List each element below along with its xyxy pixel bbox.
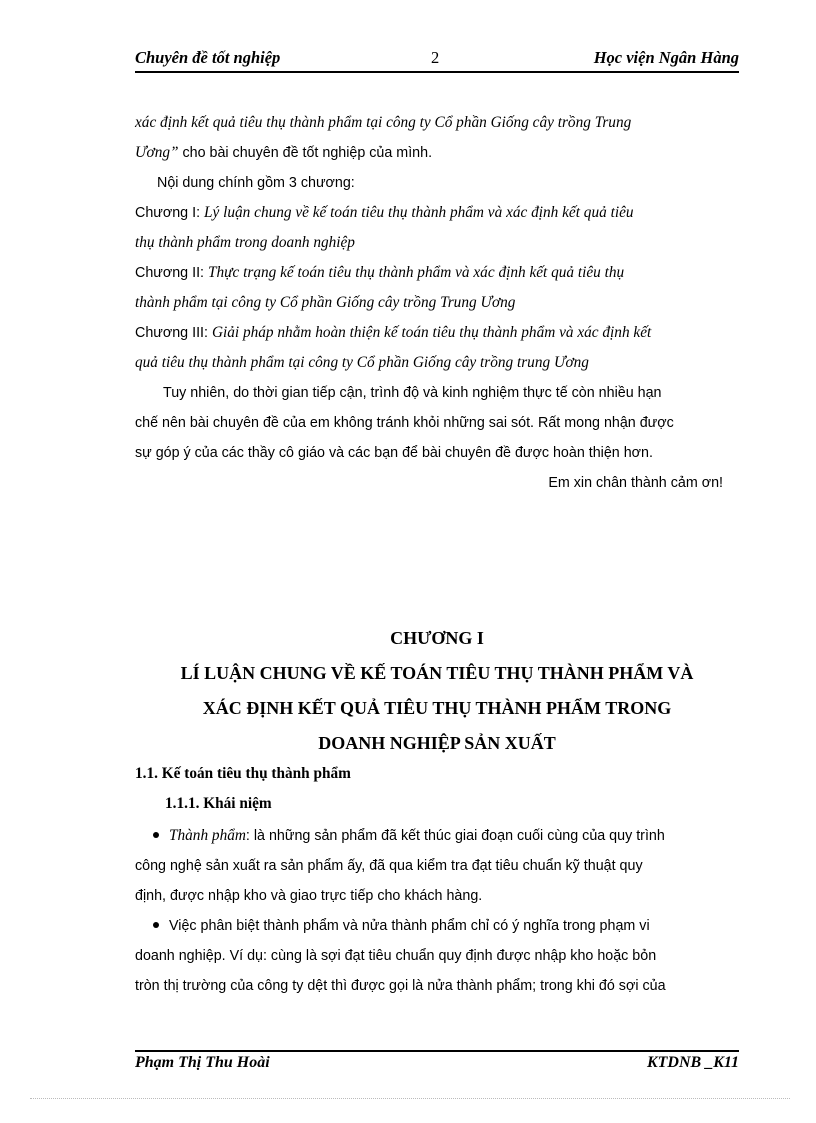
bullet-dot (153, 922, 159, 928)
header-institution: Học viện Ngân Hàng (593, 48, 739, 67)
header-rule (135, 71, 739, 73)
chapter-2-title-b: thành phẩm tại công ty Cổ phần Giống cây trồng Trung Ương (135, 294, 516, 311)
bullet-1-term: Thành phẩm (169, 827, 246, 844)
page-number: 2 (431, 48, 440, 67)
chapter-title-2: XÁC ĐỊNH KẾT QUẢ TIÊU THỤ THÀNH PHẨM TRONG (202, 698, 672, 718)
chapter-1-title-a: Lý luận chung về kế toán tiêu thụ thành phẩm và xác định kết quả tiêu (204, 204, 634, 221)
page-bottom-border (30, 1098, 790, 1099)
section-heading-1-1: 1.1. Kế toán tiêu thụ thành phẩm (135, 765, 351, 782)
chapter-title-1: LÍ LUẬN CHUNG VỀ KẾ TOÁN TIÊU THỤ THÀNH PHẨM VÀ (180, 663, 694, 683)
header-title: Chuyên đề tốt nghiệp (135, 48, 281, 67)
chapter-3-title-b: quả tiêu thụ thành phẩm tại công ty Cổ phần Giống cây trồng trung Ương (135, 354, 589, 371)
bullet-2-text: Việc phân biệt thành phẩm và nửa thành phẩm chỉ có ý nghĩa trong phạm vi (169, 918, 650, 934)
footer-author: Phạm Thị Thu Hoài (135, 1054, 270, 1071)
bullet-1-rest: : là những sản phẩm đã kết thúc giai đoạn cuối cùng của quy trình (245, 828, 665, 844)
footer-class: KTDNB _K11 (646, 1054, 739, 1071)
bullet-1-line-2: công nghệ sản xuất ra sản phẩm ấy, đã qua kiểm tra đạt tiêu chuẩn kỹ thuật quy (135, 858, 643, 874)
chapter-2-label: Chương II: (135, 265, 208, 281)
closing-line-3: sự góp ý của các thầy cô giáo và các bạn để bài chuyên đề được hoàn thiện hơn. (135, 445, 653, 461)
chapter-1-title-b: thụ thành phẩm trong doanh nghiệp (135, 234, 355, 251)
intro-line-2-italic: Ương” (135, 144, 179, 161)
bullet-2-line-1 (135, 916, 739, 936)
intro-line-1: xác định kết quả tiêu thụ thành phẩm tại công ty Cổ phần Giống cây trồng Trung (135, 114, 632, 131)
bullet-1-line-3: định, được nhập kho và giao trực tiếp cho khách hàng. (135, 888, 483, 904)
page-header (135, 46, 739, 70)
chapter-label: CHƯƠNG I (390, 628, 484, 648)
bullet-2-line-3: tròn thị trường của công ty dệt thì được gọi là nửa thành phẩm; trong khi đó sợi của (135, 978, 666, 994)
bullet-1-line-1 (135, 826, 739, 846)
chapter-1-summary (135, 203, 739, 223)
chapter-3-summary (135, 323, 739, 343)
closing-line-2: chế nên bài chuyên đề của em không tránh khỏi những sai sót. Rất mong nhận được (135, 415, 674, 431)
chapter-3-label: Chương III: (135, 325, 212, 341)
footer-rule (135, 1050, 739, 1052)
chapter-title-3: DOANH NGHIỆP SẢN XUẤT (318, 733, 556, 753)
bullet-2-line-2: doanh nghiệp. Ví dụ: cùng là sợi đạt tiêu chuẩn quy định được nhập kho hoặc bỏn (135, 948, 657, 964)
bullet-dot (153, 832, 159, 838)
chapter-2-title-a: Thực trạng kế toán tiêu thụ thành phẩm và xác định kết quả tiêu thụ (208, 264, 625, 281)
intro-line-2 (135, 143, 739, 163)
chapter-2-summary (135, 263, 739, 283)
closing-line-1: Tuy nhiên, do thời gian tiếp cận, trình độ và kinh nghiệm thực tế còn nhiều hạn (163, 385, 662, 401)
thanks-line: Em xin chân thành cảm ơn! (548, 475, 723, 491)
intro-line-2-rest: cho bài chuyên đề tốt nghiệp của mình. (178, 145, 433, 161)
content-intro: Nội dung chính gồm 3 chương: (157, 175, 355, 191)
chapter-1-label: Chương I: (135, 205, 205, 221)
section-heading-1-1-1: 1.1.1. Khái niệm (165, 795, 272, 812)
chapter-3-title-a: Giải pháp nhằm hoàn thiện kế toán tiêu thụ thành phẩm và xác định kết (211, 324, 652, 341)
